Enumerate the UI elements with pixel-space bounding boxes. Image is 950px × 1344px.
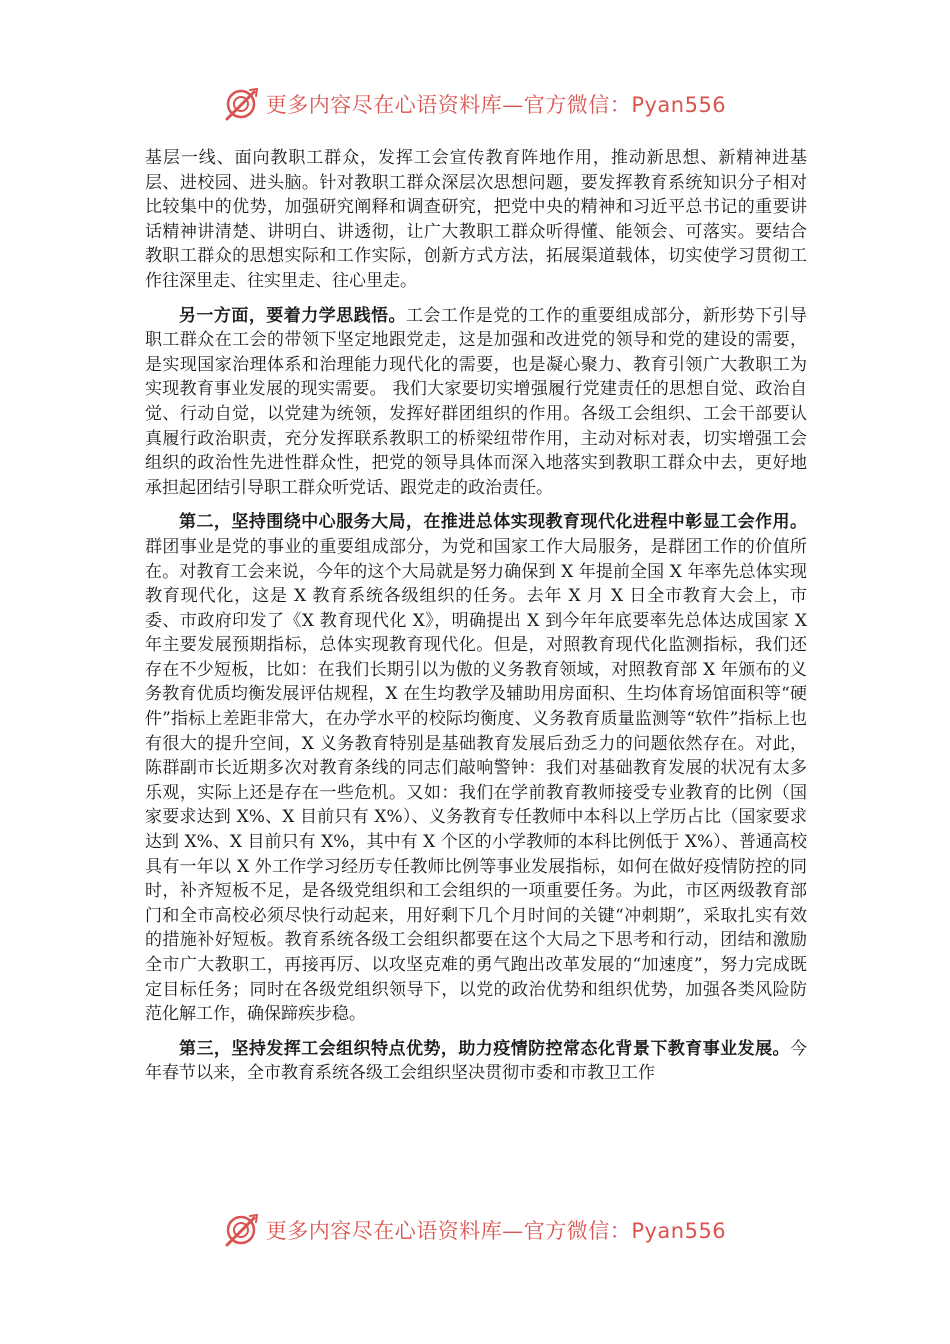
header-banner-text: 更多内容尽在心语资料库—官方微信：Pyan556: [265, 93, 727, 117]
document-body: [145, 146, 807, 1086]
paragraph: 基层一线、面向教职工群众，发挥工会宣传教育阵地作用，推动新思想、新精神进基层、进校园、进头脑。针对教职工群众深层次思想问题，要发挥教育系统知识分子相对比较集中的优势，加强研究阐释和调查研究，把党中央的精神和习近平总书记的重要讲话精神讲清楚、讲明白、讲透彻，让广大教职工群众听得懂、能领会、可落实。要结合教职工群众的思想实际和工作实际，创新方式方法，拓展渠道载体，切实使学习贯彻工作往深里走、往实里走、往心里走。: [145, 148, 807, 291]
paragraph: 另一方面，要着力学思践悟。工会工作是党的工作的重要组成部分，新形势下引导职工群众在工会的带领下坚定地跟党走，这是加强和改进党的领导和党的建设的需要，是实现国家治理体系和治理能力现代化的需要，也是凝心聚力、教育引领广大教职工为实现教育事业发展的现实需要。 我们大家要切实增强履行党建责任的思想自觉、政治自觉、行动自觉，以党建为统领，发挥好群团组织的作用。各级工会组织、工会干部要认真履行政治职责，充分发挥联系教职工的桥梁纽带作用，主动对标对表，切实增强工会组织的政治性先进性群众性，把党的领导具体而深入地落实到教职工群众中去，更好地承担起团结引导职工群众听党话、跟党走的政治责任。: [145, 305, 808, 498]
footer-banner: [0, 1210, 950, 1250]
footer-banner-text: 更多内容尽在心语资料库—官方微信：Pyan556: [265, 1219, 727, 1243]
logo-icon: [224, 86, 260, 122]
paragraph: 第三，坚持发挥工会组织特点优势，助力疫情防控常态化背景下教育事业发展。今年春节以来，全市教育系统各级工会组织坚决贯彻市委和市教卫工作: [145, 1038, 807, 1084]
paragraph: 第二，坚持围绕中心服务大局，在推进总体实现教育现代化进程中彰显工会作用。群团事业是党的事业的重要组成部分，为党和国家工作大局服务，是群团工作的价值所在。对教育工会来说，今年的这个大局就是努力确保到 X 年提前全国 X 年率先总体实现教育现代化，这是 X 教育系统各级组织的任务。去年 X 月 X 日全市教育大会上，市委、市政府印发了《X 教育现代化 X》，明确提出 X 到今年年底要率先总体达成国家 X 年主要发展预期指标，总体实现教育现代化。但是，对照教育现代化监测指标，我们还存在不少短板，比如：在我们长期引以为傲的义务教育领域，对照教育部 X 年颁布的义务教育优质均衡发展评估规程，X 在生均教学及辅助用房面积、生均体育场馆面积等“硬件”指标上差距非常大，在办学水平的校际均衡度、义务教育质量监测等“软件”指标上也有很大的提升空间，X 义务教育特别是基础教育发展后劲乏力的问题依然存在。对此，陈群副市长近期多次对教育条线的同志们敲响警钟：我们对基础教育发展的状况有太多乐观，实际上还是存在一些危机。又如：我们在学前教育教师接受专业教育的比例（国家要求达到 X%、X 目前只有 X%）、义务教育专任教师中本科以上学历占比（国家要求达到 X%、X 目前只有 X%，其中有 X 个区的小学教师的本科比例低于 X%）、普通高校具有一年以 X 外工作学习经历专任教师比例等事业发展指标，如何在做好疫情防控的同时，补齐短板不足，是各级党组织和工会组织的一项重要任务。为此，市区两级教育部门和全市高校必须尽快行动起来，用好剩下几个月时间的关键“冲刺期”，采取扎实有效的措施补好短板。教育系统各级工会组织都要在这个大局之下思考和行动，团结和激励全市广大教职工，再接再厉、以攻坚克难的勇气跑出改革发展的“加速度”，努力完成既定目标任务；同时在各级党组织领导下，以党的政治优势和组织优势，加强各类风险防范化解工作，确保蹄疾步稳。: [145, 512, 807, 1025]
wechat-id: Pyan556: [631, 93, 727, 117]
paragraph-lead: 第三，坚持发挥工会组织特点优势，助力疫情防控常态化背景下教育事业发展。: [179, 1038, 790, 1059]
header-banner: [0, 84, 950, 124]
wechat-id: Pyan556: [631, 1219, 727, 1243]
logo-icon: [224, 1212, 260, 1248]
paragraph-lead: 第二，坚持围绕中心服务大局，在推进总体实现教育现代化进程中彰显工会作用。: [179, 512, 807, 533]
paragraph-lead: 另一方面，要着力学思践悟。: [179, 305, 406, 326]
